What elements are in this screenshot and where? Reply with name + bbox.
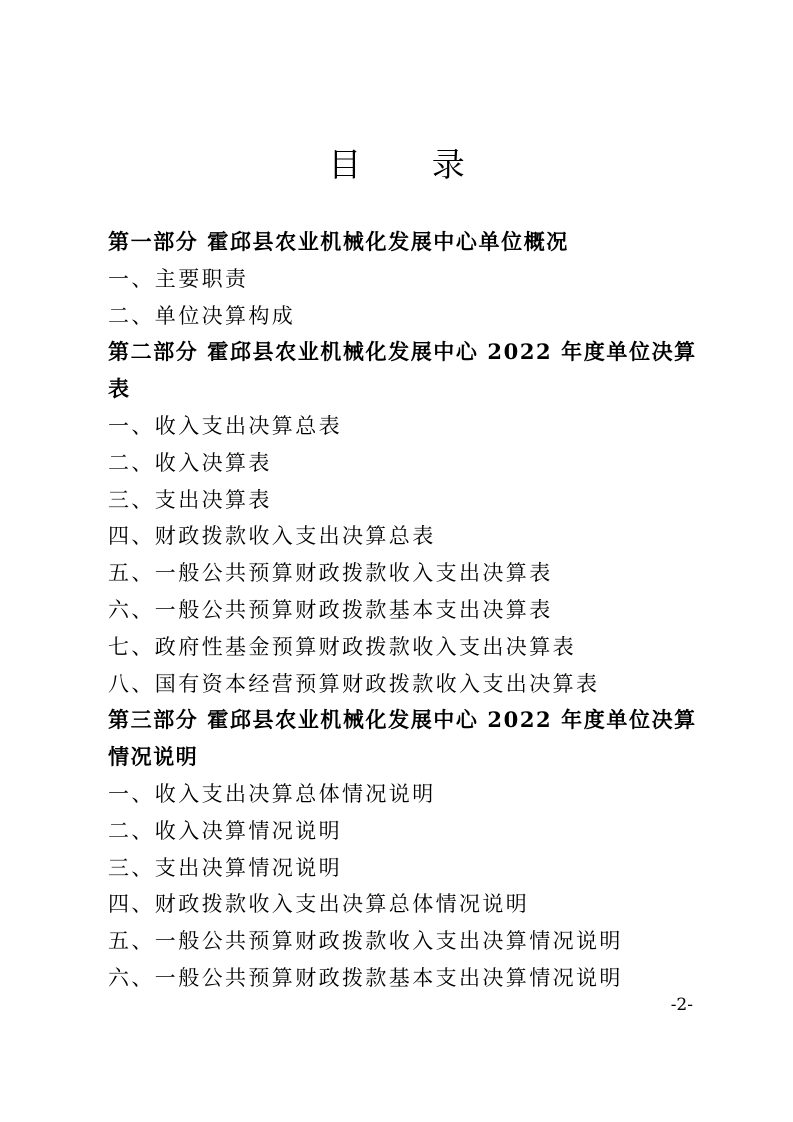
toc-item[interactable]: 二、收入决算情况说明 — [108, 818, 342, 843]
page-number: -2- — [670, 995, 693, 1015]
toc-item[interactable]: 四、财政拨款收入支出决算总体情况说明 — [108, 892, 530, 917]
toc-item[interactable]: 四、财政拨款收入支出决算总表 — [108, 524, 436, 549]
table-of-contents — [108, 224, 698, 997]
toc-item[interactable]: 七、政府性基金预算财政拨款收入支出决算表 — [108, 634, 576, 659]
toc-part-2[interactable]: 第二部分 霍邱县农业机械化发展中心 2022 年度单位决算表 — [108, 339, 697, 402]
toc-item[interactable]: 二、收入决算表 — [108, 450, 272, 475]
toc-item[interactable]: 五、一般公共预算财政拨款收入支出决算表 — [108, 561, 553, 586]
toc-item[interactable]: 六、一般公共预算财政拨款基本支出决算表 — [108, 597, 553, 622]
toc-item[interactable]: 八、国有资本经营预算财政拨款收入支出决算表 — [108, 671, 600, 696]
toc-item[interactable]: 五、一般公共预算财政拨款收入支出决算情况说明 — [108, 929, 623, 954]
page-title: 目 录 — [328, 145, 495, 184]
toc-item[interactable]: 六、一般公共预算财政拨款基本支出决算情况说明 — [108, 965, 623, 990]
toc-item[interactable]: 三、支出决算表 — [108, 487, 272, 512]
toc-part-3[interactable]: 第三部分 霍邱县农业机械化发展中心 2022 年度单位决算情况说明 — [108, 707, 697, 770]
toc-part-1[interactable]: 第一部分 霍邱县农业机械化发展中心单位概况 — [108, 229, 569, 254]
toc-item[interactable]: 一、收入支出决算总表 — [108, 413, 342, 438]
toc-item[interactable]: 一、主要职责 — [108, 266, 249, 291]
toc-item[interactable]: 二、单位决算构成 — [108, 303, 296, 328]
toc-item[interactable]: 三、支出决算情况说明 — [108, 855, 342, 880]
toc-item[interactable]: 一、收入支出决算总体情况说明 — [108, 781, 436, 806]
